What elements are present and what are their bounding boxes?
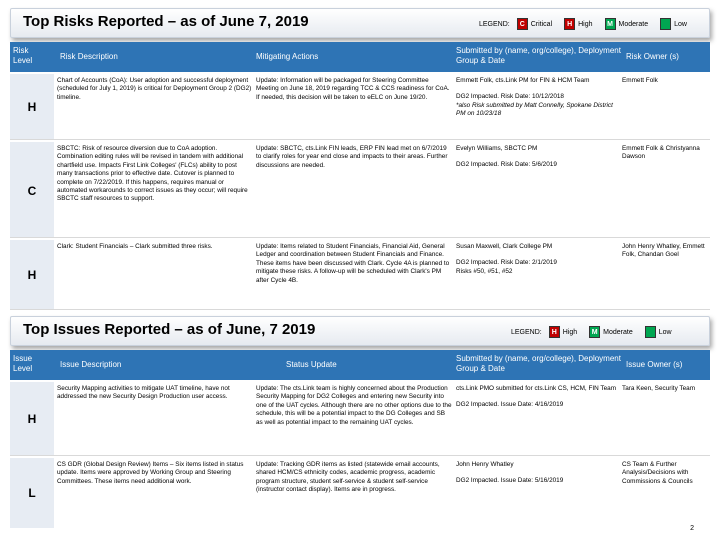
legend-critical-text: Critical [530, 20, 553, 28]
risks-legend [479, 18, 699, 30]
issue-owner: CS Team & Further Analysis/Decisions with Commissions & Councils [622, 461, 693, 485]
risk-description: SBCTC: Risk of resource diversion due to CoA adoption. Combination editing rules will be revised in tandem with additional chartfield use. Impacts First Link Colleges' (FLCs) ability to post many transactions prior to effective date. Cutover is planned to complete on 7/22/2019. If this happens, requires manual or automated workarounds to correct issues as they occur; will require SBCTC staff resources to support. [57, 145, 248, 203]
legend-moderate-swatch: M [589, 326, 600, 338]
header-issue-owner: Issue Owner (s) [626, 360, 683, 369]
risk-row [10, 240, 710, 310]
header-submitted-by: Submitted by (name, org/college), Deployment Group & Date [456, 46, 621, 65]
issue-status-update: Update: Tracking GDR items as listed (statewide email accounts, shared HCM/CS ethnicity codes, academic progress, academic program structure, student self-service & student self-service (instructor contact display). Items are in progress. [256, 461, 440, 494]
risk-mitigating-action: Update: SBCTC, cts.Link FIN leads, ERP FIN lead met on 6/7/2019 to clarify roles for year end close and impacts to their areas. Further discussions are needed. [256, 145, 448, 169]
legend-low-swatch [660, 18, 671, 30]
issue-submitted-by [456, 385, 622, 410]
legend-moderate-text: Moderate [603, 328, 633, 336]
issues-table-header [10, 350, 710, 380]
risk-submitted-note: *also Risk submitted by Matt Connelly, Spokane District PM on 10/23/18 [456, 101, 613, 118]
header-mitigating-actions: Mitigating Actions [256, 52, 319, 61]
header-status-update: Status Update [286, 360, 337, 369]
legend-low-text: Low [674, 20, 687, 28]
issues-title: Top Issues Reported – as of June, 7 2019 [23, 321, 316, 338]
risk-submitted-by [456, 243, 622, 276]
legend-high-swatch: H [549, 326, 560, 338]
risk-level-letter: H [27, 100, 37, 114]
header-risk-owner: Risk Owner (s) [626, 52, 679, 61]
legend-high-text: High [578, 20, 593, 28]
risk-submitter: Susan Maxwell, Clark College PM [456, 243, 553, 250]
legend-low-text: Low [658, 328, 672, 336]
header-risk-level: Risk Level [13, 46, 33, 65]
issues-title-bar [10, 316, 710, 346]
issue-level-letter: L [28, 486, 36, 500]
risk-submitted-by [456, 77, 622, 119]
issue-row [10, 382, 710, 456]
issues-legend [511, 326, 684, 338]
issue-level-letter: H [27, 412, 37, 426]
legend-moderate-swatch: M [605, 18, 616, 30]
risk-owner: Emmett Folk [622, 77, 658, 84]
risk-submitted-detail: DG2 Impacted. Risk Date: 2/1/2019 Risks #50, #51, #52 [456, 259, 557, 275]
issue-submitted-by [456, 461, 622, 486]
issue-submitted-detail: DG2 Impacted. Issue Date: 4/16/2019 [456, 401, 564, 409]
legend-low-swatch [645, 326, 656, 338]
header-submitted-by: Submitted by (name, org/college), Deployment Group & Date [456, 354, 621, 373]
risk-level-letter: C [27, 184, 37, 198]
issue-row [10, 458, 710, 528]
risk-owner: John Henry Whatley, Emmett Folk, Chandan Goel [622, 243, 705, 259]
legend-moderate-text: Moderate [618, 20, 649, 28]
risk-description: Clark: Student Financials – Clark submitted three risks. [57, 243, 213, 250]
legend-label: LEGEND: [511, 328, 542, 336]
risks-table-header [10, 42, 710, 72]
risk-mitigating-action: Update: Information will be packaged for Steering Committee Meeting on June 18, 2019 regarding TCC & CCS readiness for CoA. If needed, this decision will be taken to eELC on June 19/20. [256, 77, 450, 101]
risk-level-letter: H [27, 268, 37, 282]
issue-status-update: Update: The cts.Link team is highly concerned about the Production Security Mapping for DG2 Colleges and entering new Security into one of the UAT cycles. Although there are no other options due to the schedule, this will be a potential impact to the DG Colleges and SB as well as potential impact to the remaining UAT cycles. [256, 385, 452, 426]
legend-label: LEGEND: [479, 20, 510, 28]
legend-high-text: High [562, 328, 578, 336]
risk-submitted-by [456, 145, 622, 170]
issue-submitted-detail: DG2 Impacted. Issue Date: 5/16/2019 [456, 477, 564, 485]
header-issue-description: Issue Description [60, 360, 122, 369]
issue-description: CS GDR (Global Design Review) Items – Six items listed in status update. Items were approved by Working Group and Steering Committees. These items need additional work. [57, 461, 244, 485]
header-risk-description: Risk Description [60, 52, 118, 61]
issue-owner: Tara Keen, Security Team [622, 385, 696, 392]
issue-submitter: John Henry Whatley [456, 461, 514, 468]
risk-description: Chart of Accounts (CoA): User adoption and successful deployment (scheduled for July 1, 2019) is critical for Deployment Group 2 (DG2) timeline. [57, 77, 252, 101]
risk-submitted-detail: DG2 Impacted. Risk Date: 10/12/2018 [456, 93, 564, 101]
issue-submitter: cts.Link PMO submitted for cts.Link CS, HCM, FIN Team [456, 385, 617, 392]
risk-row [10, 142, 710, 238]
issue-description: Security Mapping activities to mitigate UAT timeline, have not addressed the new Security Design Production user access. [57, 385, 230, 401]
page-number: 2 [690, 525, 694, 532]
header-issue-level: Issue Level [13, 354, 33, 373]
risks-title-bar [10, 8, 710, 38]
risk-mitigating-action: Update: Items related to Student Financials, Financial Aid, General Ledger and coordination between Student Financials and Finance. These items have been discussed with Clark. Cycle 4A is planned to mitigate these risks. A follow-up will be scheduled with Clark's PM after Cycle 4B. [256, 243, 450, 284]
legend-high-swatch: H [564, 18, 575, 30]
risk-owner: Emmett Folk & Christyanna Dawson [622, 145, 700, 161]
legend-critical-swatch: C [517, 18, 528, 30]
risk-submitter: Emmett Folk, cts.Link PM for FIN & HCM Team [456, 77, 590, 84]
risk-row [10, 74, 710, 140]
risk-submitted-detail: DG2 Impacted. Risk Date: 5/6/2019 [456, 161, 557, 169]
risk-submitter: Evelyn Williams, SBCTC PM [456, 145, 538, 152]
risks-title: Top Risks Reported – as of June 7, 2019 [23, 13, 309, 30]
